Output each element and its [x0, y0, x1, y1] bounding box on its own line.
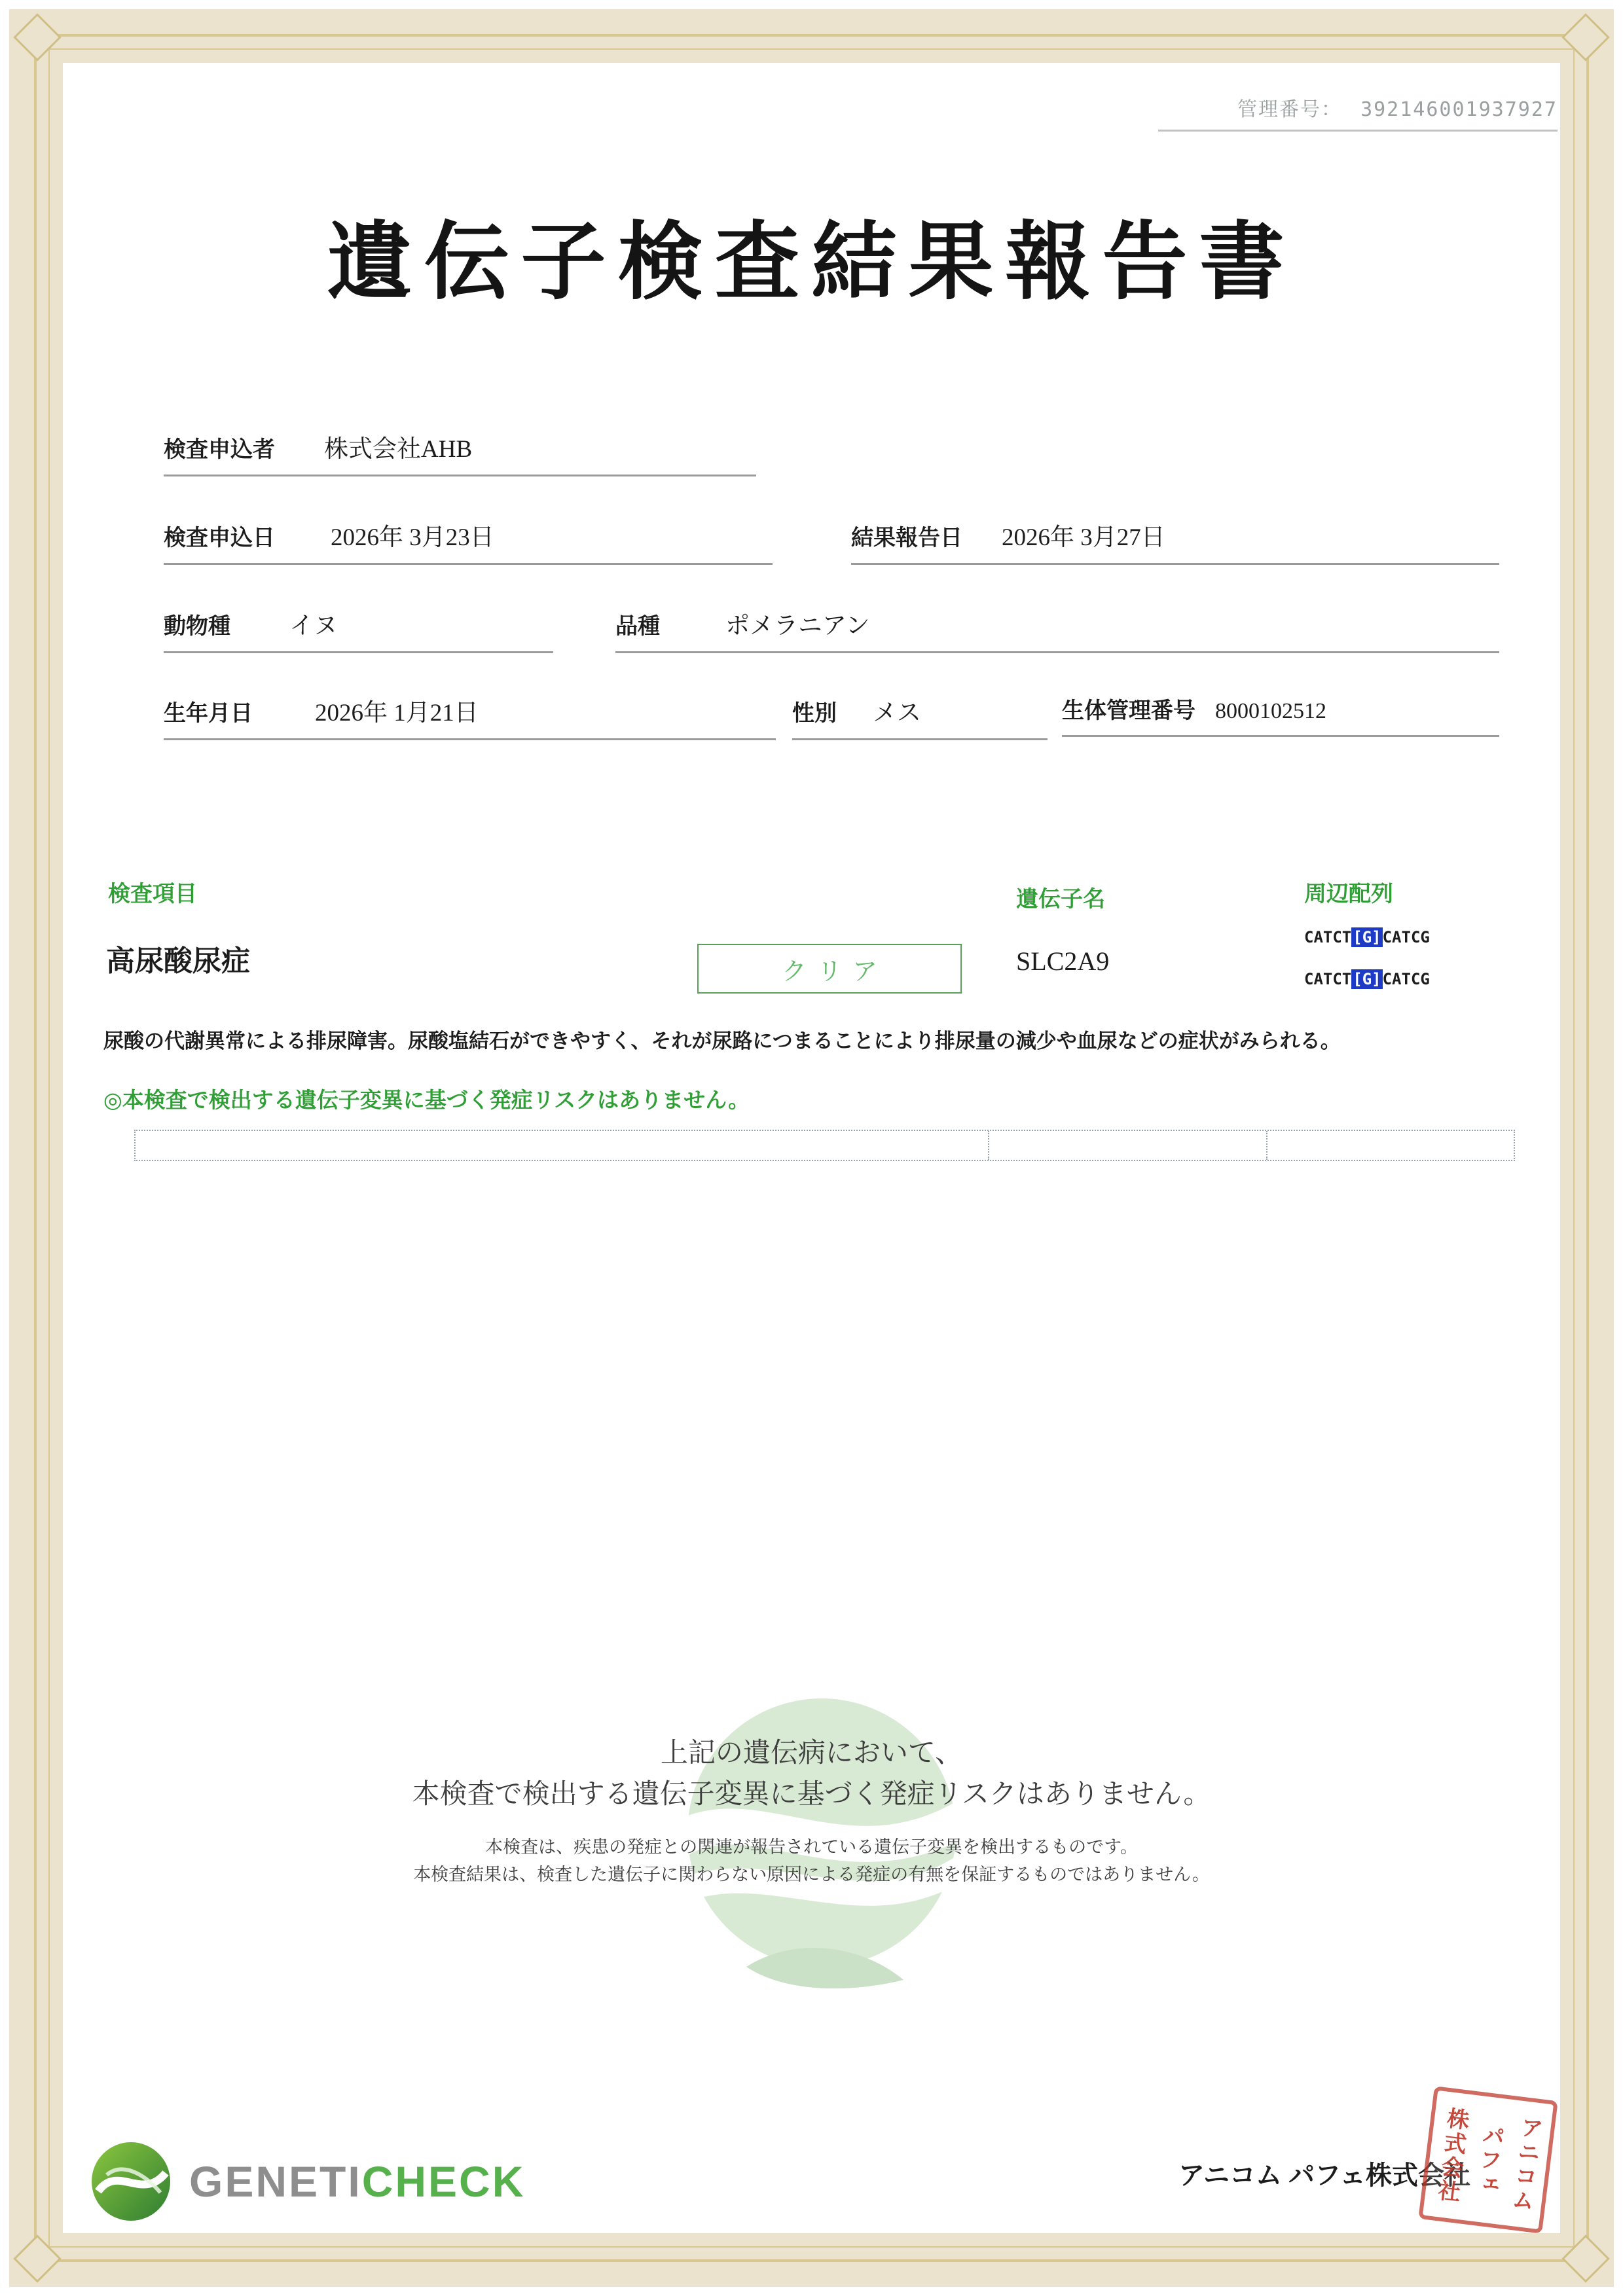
logo-text-geneti: GENETI [189, 2157, 362, 2206]
field-species [164, 605, 553, 653]
species-value: イヌ [289, 613, 338, 639]
results-table-outline [134, 1130, 1515, 1161]
status-badge [697, 944, 962, 994]
field-animal-id [1062, 692, 1499, 737]
animal-id-label: 生体管理番号 [1062, 699, 1195, 723]
management-number-block [1158, 93, 1558, 132]
risk-note: ◎本検査で検出する遺伝子変異に基づく発症リスクはありません。 [103, 1089, 750, 1113]
birth-date-label: 生年月日 [164, 702, 253, 726]
species-label: 動物種 [164, 615, 230, 639]
disclaimer-line-1: 本検査は、疾患の発症との関連が報告されている遺伝子変異を検出するものです。 [485, 1837, 1138, 1857]
sequence-row [1304, 970, 1430, 988]
report-date-label: 結果報告日 [851, 526, 962, 550]
apply-date-value: 2026年 3月23日 [331, 524, 494, 551]
seal-text-column: 株式会社 [1433, 2106, 1470, 2205]
sex-value: メス [873, 700, 921, 726]
page-title: 遺伝子検査結果報告書 [327, 216, 1296, 310]
report-date-value: 2026年 3月27日 [1002, 524, 1165, 551]
field-applicant [164, 429, 756, 476]
sequence-suffix: CATCG [1382, 928, 1430, 946]
field-breed [615, 605, 1499, 653]
gene-name-value: SLC2A9 [1016, 946, 1110, 976]
disclaimer-line-2: 本検査結果は、検査した遺伝子に関わらない原因による発症の有無を保証するものではありません。 [413, 1865, 1210, 1884]
animal-id-value: 8000102512 [1215, 699, 1326, 723]
field-sex [792, 692, 1048, 740]
field-apply-date [164, 517, 773, 565]
sequence-allele: [G] [1353, 970, 1381, 988]
test-item-name: 高尿酸尿症 [106, 945, 250, 977]
summary-line-1: 上記の遺伝病において、 [660, 1737, 963, 1768]
field-report-date [851, 517, 1499, 565]
disease-description: 尿酸の代謝異常による排尿障害。尿酸塩結石ができやすく、それが尿路につまることにより排尿量の減少や血尿などの症状がみられる。 [103, 1030, 1341, 1052]
table-column-divider [988, 1131, 989, 1160]
table-column-divider [1266, 1131, 1267, 1160]
seal-text-column: パフェ [1471, 2122, 1505, 2198]
sequence-suffix: CATCG [1382, 970, 1430, 988]
sequence-row [1304, 928, 1430, 946]
sequence-prefix: CATCT [1304, 970, 1352, 988]
management-number-value: 392146001937927 [1360, 98, 1558, 121]
apply-date-label: 検査申込日 [164, 526, 275, 550]
applicant-value: 株式会社AHB [324, 436, 473, 463]
geneticheck-logo [88, 2139, 525, 2224]
company-name: アニコム パフェ株式会社 [1178, 2161, 1470, 2190]
summary-line-2: 本検査で検出する遺伝子変異に基づく発症リスクはありません。 [412, 1778, 1211, 1809]
geneticheck-logo-text [189, 2157, 525, 2206]
birth-date-value: 2026年 1月21日 [315, 700, 479, 726]
sex-label: 性別 [792, 702, 837, 726]
gene-name-header: 遺伝子名 [1016, 888, 1105, 912]
breed-label: 品種 [615, 615, 660, 639]
test-item-header: 検査項目 [108, 882, 197, 906]
company-seal [1418, 2086, 1558, 2234]
sequence-prefix: CATCT [1304, 928, 1352, 946]
applicant-label: 検査申込者 [164, 438, 275, 462]
geneticheck-logo-icon [88, 2139, 173, 2224]
sequence-allele: [G] [1353, 928, 1381, 946]
sequence-header: 周辺配列 [1304, 882, 1393, 906]
field-birth-date [164, 692, 776, 740]
status-label: クリア [781, 958, 888, 986]
management-number-label: 管理番号： [1237, 98, 1343, 121]
breed-value: ポメラニアン [725, 613, 870, 639]
seal-text-column: アニコム [1506, 2115, 1543, 2214]
logo-text-check: CHECK [361, 2157, 526, 2206]
